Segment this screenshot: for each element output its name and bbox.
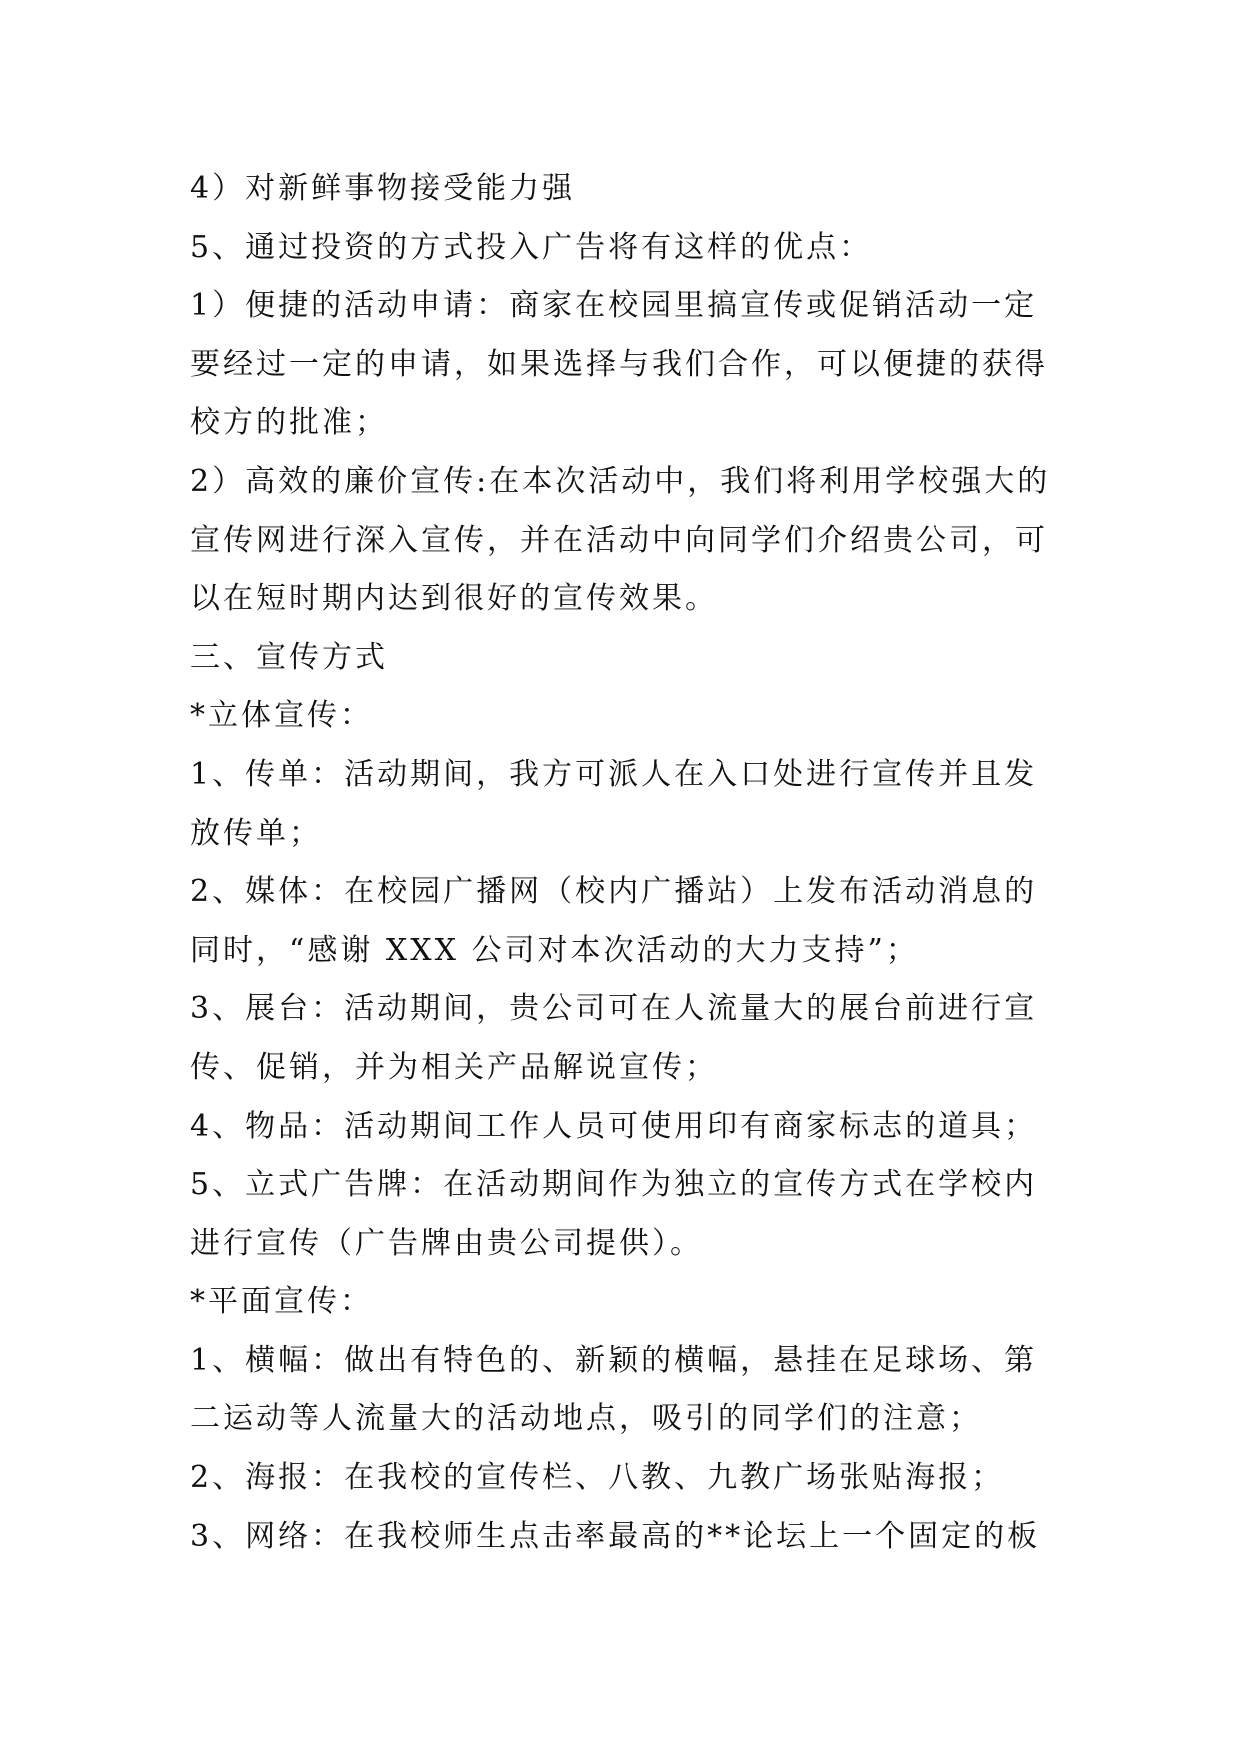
- text-line: 校方的批准；: [190, 405, 388, 441]
- section-heading: 三、宣传方式: [190, 639, 388, 675]
- subsection-heading: *平面宣传：: [190, 1284, 373, 1320]
- text-line: 2）高效的廉价宣传:在本次活动中，我们将利用学校强大的: [190, 463, 1051, 499]
- text-line: 5、立式广告牌：在活动期间作为独立的宣传方式在学校内: [190, 1167, 1038, 1203]
- text-line: 1）便捷的活动申请：商家在校园里搞宣传或促销活动一定: [190, 288, 1038, 324]
- text-line: 4）对新鲜事物接受能力强: [190, 171, 576, 206]
- text-line: 3、网络：在我校师生点击率最高的**论坛上一个固定的板: [190, 1518, 1041, 1554]
- text-line: 5、通过投资的方式投入广告将有这样的优点：: [190, 229, 873, 265]
- text-line: 3、展台：活动期间，贵公司可在人流量大的展台前进行宣: [190, 991, 1038, 1027]
- document-body: [190, 160, 1070, 1566]
- text-line: 进行宣传（广告牌由贵公司提供）。: [190, 1225, 703, 1261]
- text-line: 二运动等人流量大的活动地点，吸引的同学们的注意；: [190, 1401, 982, 1437]
- text-line: 2、媒体：在校园广播网（校内广播站）上发布活动消息的: [190, 874, 1038, 910]
- text-line: 4、物品：活动期间工作人员可使用印有商家标志的道具；: [190, 1108, 1038, 1144]
- text-line: 宣传网进行深入宣传，并在活动中向同学们介绍贵公司，可: [190, 522, 1048, 558]
- text-line: 1、传单：活动期间，我方可派人在入口处进行宣传并且发: [190, 756, 1038, 792]
- text-line: 同时，“感谢 XXX 公司对本次活动的大力支持”；: [190, 932, 919, 968]
- text-line: 以在短时期内达到很好的宣传效果。: [190, 581, 718, 617]
- text-line: 1、横幅：做出有特色的、新颖的横幅，悬挂在足球场、第: [190, 1342, 1038, 1378]
- text-line: 传、促销，并为相关产品解说宣传；: [190, 1049, 718, 1085]
- text-line: 放传单；: [190, 815, 322, 851]
- text-line: 2、海报：在我校的宣传栏、八教、九教广场张贴海报；: [190, 1460, 1005, 1496]
- subsection-heading: *立体宣传：: [190, 698, 373, 734]
- text-line: 要经过一定的申请，如果选择与我们合作，可以便捷的获得: [190, 346, 1048, 382]
